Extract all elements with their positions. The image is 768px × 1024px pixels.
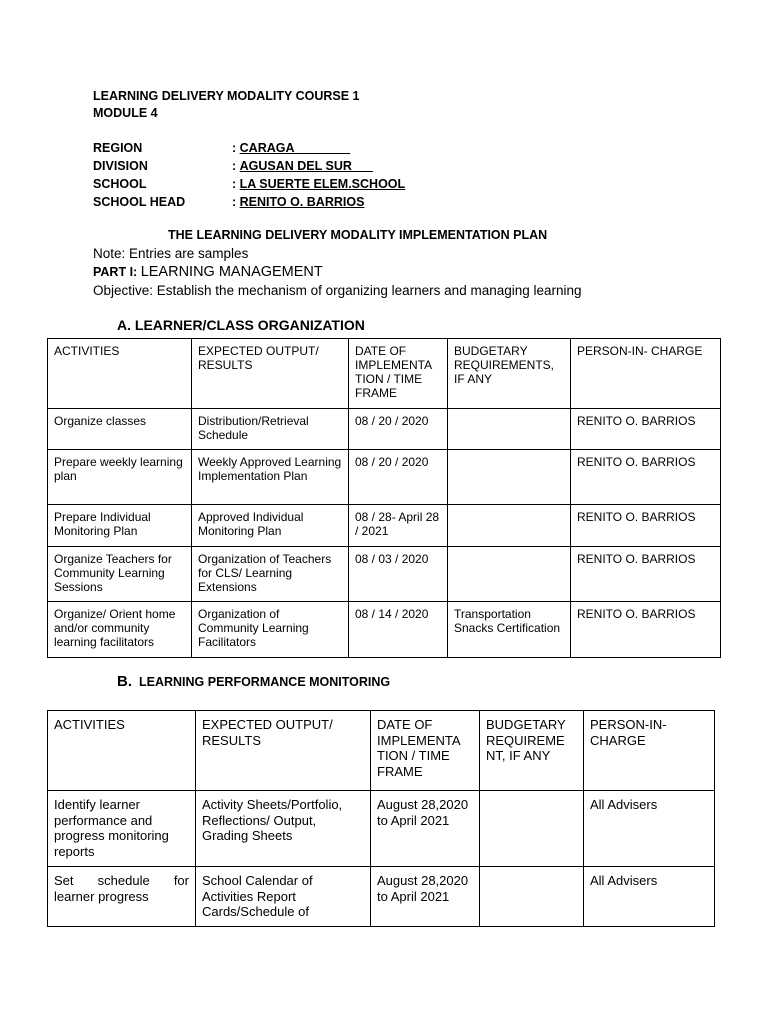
table-row [48,791,715,867]
info-row-region: REGION : CARAGA________ [93,141,351,155]
header-cell: PERSON-IN- CHARGE [571,339,721,409]
table-cell [480,867,584,927]
table-row [48,602,721,658]
table-cell [448,450,571,505]
table-cell: RENITO O. BARRIOS [571,409,721,450]
table-cell: Approved Individual Monitoring Plan [192,505,349,547]
table-cell [448,547,571,602]
header-cell: PERSON-IN- CHARGE [584,711,715,791]
table-cell: Transportation Snacks Certification [448,602,571,658]
info-label: SCHOOL HEAD [93,195,186,209]
performance-monitoring-table [47,710,715,927]
info-row-school-head: SCHOOL HEAD : RENITO O. BARRIOS [93,195,365,209]
table-cell: 08 / 03 / 2020 [349,547,448,602]
info-label: DIVISION [93,159,148,173]
info-value: CARAGA________ [239,141,351,155]
table-cell: August 28,2020 to April 2021 [371,867,480,927]
table-cell: Prepare Individual Monitoring Plan [48,505,192,547]
table-cell: All Advisers [584,867,715,927]
objective-text: Objective: Establish the mechanism of organizing learners and managing learning [93,283,582,298]
table-row [48,409,721,450]
header-cell: BUDGETARY REQUIREME NT, IF ANY [480,711,584,791]
table-cell: Distribution/Retrieval Schedule [192,409,349,450]
table-cell: RENITO O. BARRIOS [571,602,721,658]
table-row [48,505,721,547]
table-cell: August 28,2020 to April 2021 [371,791,480,867]
header-cell: DATE OF IMPLEMENTA TION / TIME FRAME [349,339,448,409]
table-cell: Organization of Community Learning Facilitators [192,602,349,658]
table-row [48,547,721,602]
table-cell: 08 / 14 / 2020 [349,602,448,658]
table-cell: RENITO O. BARRIOS [571,450,721,505]
header-cell: EXPECTED OUTPUT/ RESULTS [192,339,349,409]
course-header [93,88,359,122]
table-cell: Prepare weekly learning plan [48,450,192,505]
table-cell: All Advisers [584,791,715,867]
table-cell: 08 / 20 / 2020 [349,409,448,450]
section-b-label: LEARNING PERFORMANCE MONITORING [139,675,391,689]
info-value: LA SUERTE ELEM.SCHOOL [239,177,406,191]
table-cell: RENITO O. BARRIOS [571,547,721,602]
school-info [93,139,405,211]
info-row-division: DIVISION : AGUSAN DEL SUR___ [93,159,373,173]
info-value: AGUSAN DEL SUR___ [239,159,373,173]
plan-title: THE LEARNING DELIVERY MODALITY IMPLEMENTATION PLAN [168,228,548,242]
module-title: MODULE 4 [93,106,158,120]
table-header-row [48,711,715,791]
info-row-school: SCHOOL : LA SUERTE ELEM.SCHOOL [93,177,406,191]
course-title: LEARNING DELIVERY MODALITY COURSE 1 [93,89,360,103]
table-cell: RENITO O. BARRIOS [571,505,721,547]
note-text: Note: Entries are samples [93,246,249,261]
part-prefix: PART I: [93,265,141,279]
info-label: SCHOOL [93,177,147,191]
table-cell: School Calendar of Activities Report Cards/Schedule of [196,867,371,927]
table-cell: Identify learner performance and progress monitoring reports [48,791,196,867]
table-cell: Organization of Teachers for CLS/ Learning Extensions [192,547,349,602]
table-cell: Organize Teachers for Community Learning Sessions [48,547,192,602]
table-cell [448,505,571,547]
section-b-title [117,673,390,690]
info-label: REGION [93,141,143,155]
header-cell: EXPECTED OUTPUT/ RESULTS [196,711,371,791]
table-cell: Set schedule for learner progress [48,867,196,927]
table-cell: Activity Sheets/Portfolio, Reflections/ Output, Grading Sheets [196,791,371,867]
table-cell: Organize/ Orient home and/or community learning facilitators [48,602,192,658]
header-cell: ACTIVITIES [48,339,192,409]
header-cell: BUDGETARY REQUIREMENTS, IF ANY [448,339,571,409]
section-b-letter: B. [117,673,132,690]
table-row [48,450,721,505]
table-cell: 08 / 20 / 2020 [349,450,448,505]
part-title: LEARNING MANAGEMENT [140,264,323,280]
table-cell: Weekly Approved Learning Implementation Plan [192,450,349,505]
table-cell [480,791,584,867]
section-a-title: A. LEARNER/CLASS ORGANIZATION [117,317,365,333]
table-header-row [48,339,721,409]
part-heading [93,264,323,280]
learner-organization-table [47,338,721,658]
table-row [48,867,715,927]
table-cell: Organize classes [48,409,192,450]
header-cell: DATE OF IMPLEMENTA TION / TIME FRAME [371,711,480,791]
header-cell: ACTIVITIES [48,711,196,791]
table-cell: 08 / 28- April 28 / 2021 [349,505,448,547]
table-cell [448,409,571,450]
info-value: RENITO O. BARRIOS [239,195,365,209]
